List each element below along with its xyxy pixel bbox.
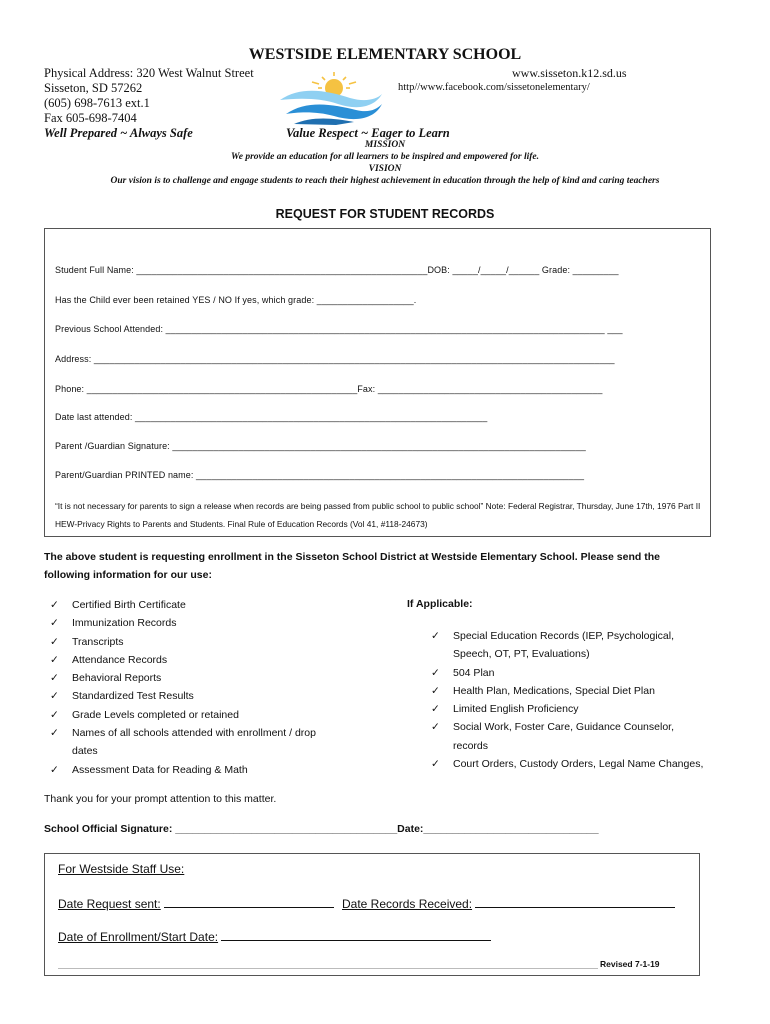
date-request-sent-line[interactable] — [164, 895, 334, 908]
phone-line: (605) 698-7613 ext.1 — [44, 96, 150, 110]
list-item: ✓ Certified Birth Certificate — [44, 596, 384, 614]
staff-use-box — [44, 853, 700, 976]
check-icon: ✓ — [50, 599, 59, 611]
check-icon: ✓ — [50, 708, 59, 721]
facebook-link[interactable]: http//www.facebook.com/sissetonelementary/ — [398, 82, 590, 93]
list-item: ✓ Standardized Test Results — [44, 687, 384, 705]
date-enrollment-label: Date of Enrollment/Start Date: — [58, 930, 219, 944]
school-logo — [276, 70, 384, 126]
check-icon: ✓ — [431, 630, 440, 642]
date-enrollment-line[interactable] — [221, 928, 491, 941]
address-field[interactable]: Address: ______________________________________________________________________________________________________ — [55, 354, 615, 364]
date-last-attended-field[interactable]: Date last attended: _____________________________________________________________________ — [55, 412, 488, 422]
wave-icon — [280, 91, 382, 125]
date-request-sent-label: Date Request sent: — [58, 897, 161, 911]
divider-line — [58, 968, 598, 969]
list-item: ✓ Social Work, Foster Care, Guidance Counselor, — [425, 718, 745, 736]
list-item: ✓ 504 Plan — [425, 664, 745, 682]
check-icon: ✓ — [431, 703, 440, 716]
list-item: ✓ Health Plan, Medications, Special Diet Plan — [425, 682, 745, 700]
retained-field[interactable]: Has the Child ever been retained YES / NO If yes, which grade: ___________________. — [55, 295, 417, 305]
mission-label: MISSION — [364, 140, 406, 150]
check-icon: ✓ — [50, 635, 59, 648]
list-item: ✓ Grade Levels completed or retained — [44, 706, 384, 724]
thank-you-text: Thank you for your prompt attention to this matter. — [44, 793, 277, 805]
school-official-signature-field[interactable]: School Official Signature: ______________________________________Date:______________________________ — [44, 823, 599, 835]
check-icon: ✓ — [50, 690, 59, 703]
if-applicable-heading: If Applicable: — [407, 598, 473, 610]
vision-text: Our vision is to challenge and engage students to reach their highest achievement in education through the help of kind and caring teachers — [110, 176, 660, 186]
list-item: ✓ Assessment Data for Reading & Math — [44, 761, 384, 779]
check-icon: ✓ — [431, 684, 440, 697]
list-item: ✓ Behavioral Reports — [44, 669, 384, 687]
motto-right: Value Respect ~ Eager to Learn — [286, 126, 450, 140]
list-item-continuation: Speech, OT, PT, Evaluations) — [453, 648, 590, 661]
date-request-sent-field[interactable] — [58, 895, 334, 911]
fax-line: Fax 605-698-7404 — [44, 111, 137, 125]
motto-left: Well Prepared ~ Always Safe — [44, 126, 193, 140]
mission-text: We provide an education for all learners to be inspired and empowered for life. — [230, 152, 540, 162]
date-records-received-field[interactable] — [342, 895, 675, 911]
check-icon: ✓ — [50, 617, 59, 630]
check-icon: ✓ — [431, 758, 440, 771]
list-item-continuation: dates — [72, 745, 98, 758]
check-icon: ✓ — [50, 727, 59, 740]
school-name: WESTSIDE ELEMENTARY SCHOOL — [248, 46, 522, 63]
list-item: ✓ Attendance Records — [44, 651, 384, 669]
list-item: ✓ Limited English Proficiency — [425, 700, 745, 718]
phone-fax-field[interactable]: Phone: _____________________________________________________Fax: ____________________________________________ — [55, 384, 603, 394]
address-line-2: Sisseton, SD 57262 — [44, 81, 143, 95]
date-records-received-line[interactable] — [475, 895, 675, 908]
date-enrollment-field[interactable] — [58, 928, 491, 944]
list-item: ✓ Court Orders, Custody Orders, Legal Name Changes, — [425, 755, 745, 773]
request-paragraph: The above student is requesting enrollment in the Sisseton School District at Westside Elementary School. Please send the following information for our use: — [44, 551, 660, 581]
list-item-continuation: records — [453, 739, 489, 752]
address-line-1: Physical Address: 320 West Walnut Street — [44, 66, 254, 80]
check-icon: ✓ — [431, 666, 440, 679]
check-icon: ✓ — [431, 721, 440, 734]
vision-label: VISION — [368, 164, 402, 174]
parent-signature-field[interactable]: Parent /Guardian Signature: _________________________________________________________________________________ — [55, 441, 586, 451]
student-info-box — [44, 228, 711, 537]
parent-printed-name-field[interactable]: Parent/Guardian PRINTED name: ____________________________________________________________________________ — [55, 470, 585, 480]
staff-use-heading: For Westside Staff Use: — [58, 862, 185, 876]
records-checklist — [44, 596, 384, 779]
check-icon: ✓ — [50, 672, 59, 685]
form-title: REQUEST FOR STUDENT RECORDS — [275, 207, 495, 221]
list-item: ✓ Names of all schools attended with enrollment / drop — [44, 724, 384, 742]
privacy-note: “It is not necessary for parents to sign a release when records are being passed from public school to public school” Note: Federal Registrar, Thursday, June 17th, 1976 Part II HEW-Privacy Rights to Parents and Students. Final Rule of Education Records (Vol 41, #118-24673) — [55, 501, 701, 529]
list-item: ✓ Special Education Records (IEP, Psychological, — [425, 627, 745, 645]
student-name-field[interactable]: Student Full Name: _________________________________________________________DOB: _____/_____/______ Grade: _________ — [55, 265, 619, 275]
check-icon: ✓ — [50, 763, 59, 776]
previous-school-field[interactable]: Previous School Attended: ______________________________________________________________________________________ ___ — [55, 324, 623, 334]
revised-date: Revised 7-1-19 — [600, 959, 660, 969]
list-item: ✓ Immunization Records — [44, 614, 384, 632]
date-records-received-label: Date Records Received: — [342, 897, 473, 911]
optional-records-checklist — [425, 627, 745, 773]
check-icon: ✓ — [50, 653, 59, 666]
website-link[interactable]: www.sisseton.k12.sd.us — [512, 66, 627, 80]
list-item: ✓ Transcripts — [44, 633, 384, 651]
